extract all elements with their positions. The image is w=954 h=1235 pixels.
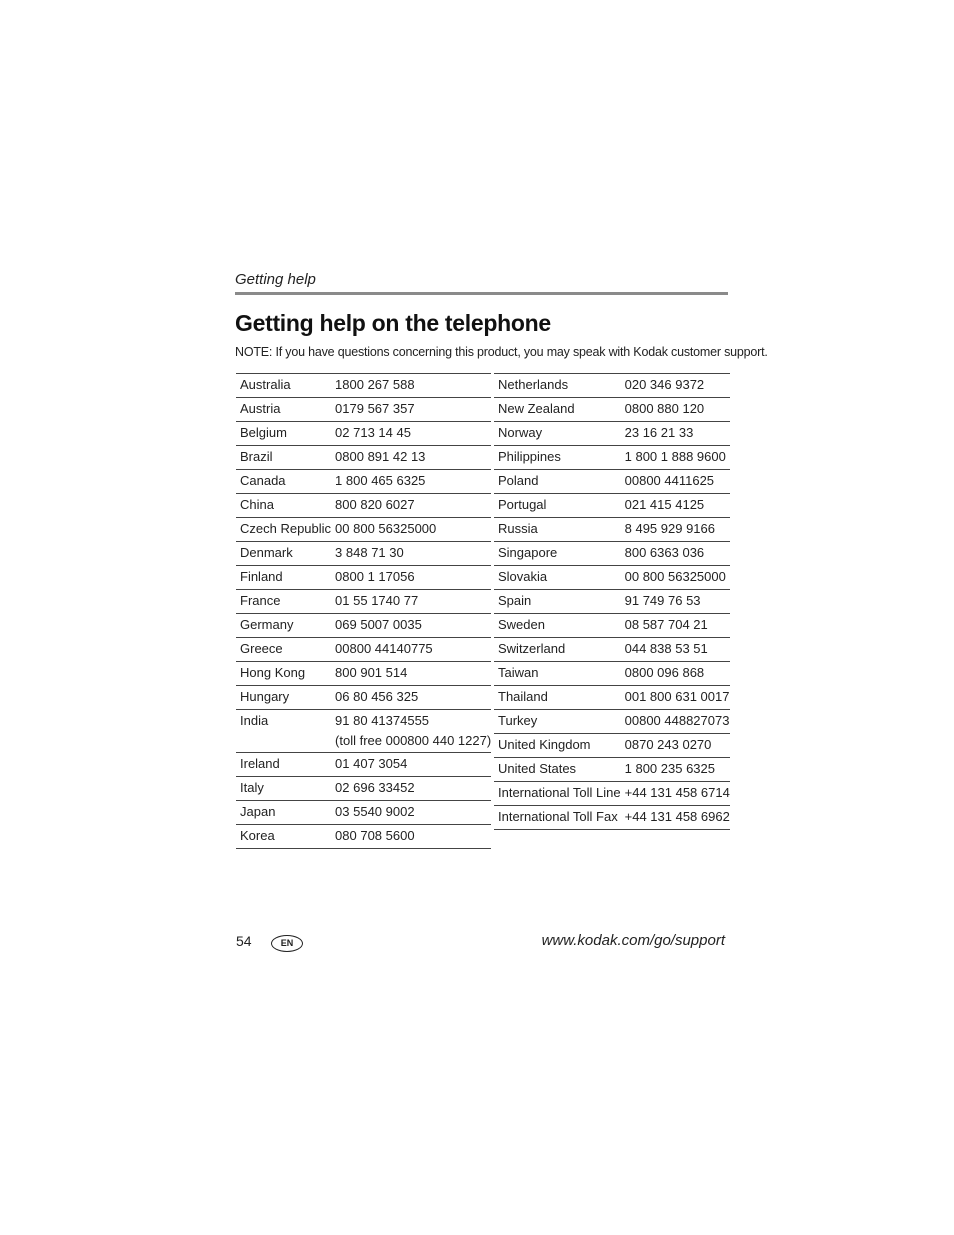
- phone-number-cell: [621, 566, 730, 590]
- phone-number: 800 820 6027: [335, 497, 415, 512]
- country-cell: International Toll Line: [494, 782, 621, 806]
- table-row: [236, 825, 491, 849]
- country-cell: Greece: [236, 638, 331, 662]
- phone-number: 069 5007 0035: [335, 617, 422, 632]
- phone-number: 1 800 465 6325: [335, 473, 426, 488]
- table-row: [494, 446, 730, 470]
- table-row: [494, 686, 730, 710]
- country-cell: Slovakia: [494, 566, 621, 590]
- table-row: [494, 638, 730, 662]
- country-cell: Finland: [236, 566, 331, 590]
- phone-number: +44 131 458 6962: [624, 809, 730, 824]
- table-row: [236, 638, 491, 662]
- phone-number: 02 713 14 45: [335, 425, 411, 440]
- phone-number: 080 708 5600: [335, 828, 415, 843]
- phone-number: 3 848 71 30: [335, 545, 404, 560]
- country-cell: United Kingdom: [494, 734, 621, 758]
- table-row: [494, 710, 730, 734]
- table-row: [236, 614, 491, 638]
- table-row: [236, 801, 491, 825]
- phone-number: 01 407 3054: [335, 756, 408, 771]
- phone-table-left: [236, 373, 491, 849]
- phone-number: 1800 267 588: [335, 377, 415, 392]
- country-cell: Australia: [236, 374, 331, 398]
- table-row: [494, 494, 730, 518]
- phone-number: 8 495 929 9166: [624, 521, 715, 536]
- country-cell: Spain: [494, 590, 621, 614]
- country-cell: Netherlands: [494, 374, 621, 398]
- table-row: [494, 758, 730, 782]
- table-row: [236, 422, 491, 446]
- phone-number-cell: [621, 710, 730, 734]
- phone-number-cell: [621, 638, 730, 662]
- phone-number: 00800 44140775: [335, 641, 433, 656]
- phone-number: 02 696 33452: [335, 780, 415, 795]
- country-cell: Hong Kong: [236, 662, 331, 686]
- phone-number: 044 838 53 51: [624, 641, 708, 656]
- country-cell: Denmark: [236, 542, 331, 566]
- table-row: [494, 518, 730, 542]
- support-note: NOTE: If you have questions concerning this product, you may speak with Kodak customer support.: [235, 345, 768, 359]
- phone-number-cell: [331, 566, 491, 590]
- support-url-link[interactable]: www.kodak.com/go/support: [541, 932, 725, 949]
- table-row: [494, 662, 730, 686]
- phone-number-cell: [331, 494, 491, 518]
- phone-number: 1 800 235 6325: [624, 761, 715, 776]
- phone-number-cell: [621, 374, 730, 398]
- phone-number-cell: [331, 753, 491, 777]
- country-cell: Portugal: [494, 494, 621, 518]
- table-row: [236, 753, 491, 777]
- toll-free-note: (toll free 000800 440 1227): [335, 733, 492, 748]
- country-cell: Russia: [494, 518, 621, 542]
- phone-number-cell: [621, 398, 730, 422]
- table-row: [236, 518, 491, 542]
- phone-number: 020 346 9372: [624, 377, 705, 392]
- section-header: Getting help: [235, 271, 316, 288]
- header-divider: [235, 292, 728, 295]
- table-row: [236, 662, 491, 686]
- phone-number: 021 415 4125: [624, 497, 705, 512]
- phone-number-cell: [331, 662, 491, 686]
- phone-number-cell: [621, 806, 730, 830]
- phone-number-cell: [331, 398, 491, 422]
- phone-number-cell: [621, 614, 730, 638]
- phone-number: 001 800 631 0017: [624, 689, 730, 704]
- phone-number: 00 800 56325000: [624, 569, 726, 584]
- phone-number: 0800 880 120: [624, 401, 705, 416]
- table-row: [494, 806, 730, 830]
- phone-number: 00800 448827073: [624, 713, 730, 728]
- country-cell: France: [236, 590, 331, 614]
- table-row: [236, 590, 491, 614]
- country-cell: Japan: [236, 801, 331, 825]
- phone-number: 03 5540 9002: [335, 804, 415, 819]
- country-cell: Czech Republic: [236, 518, 331, 542]
- country-cell: Norway: [494, 422, 621, 446]
- phone-number: 800 901 514: [335, 665, 408, 680]
- phone-number: 1 800 1 888 9600: [624, 449, 726, 464]
- table-row: [494, 566, 730, 590]
- country-cell: Brazil: [236, 446, 331, 470]
- country-cell: Sweden: [494, 614, 621, 638]
- phone-number: 01 55 1740 77: [335, 593, 419, 608]
- table-row: [494, 374, 730, 398]
- phone-number-cell: [621, 590, 730, 614]
- phone-number-cell: [331, 825, 491, 849]
- country-cell: Ireland: [236, 753, 331, 777]
- page-title: Getting help on the telephone: [235, 310, 551, 336]
- phone-number-cell: [621, 494, 730, 518]
- country-cell: Poland: [494, 470, 621, 494]
- phone-number: 0800 096 868: [624, 665, 705, 680]
- phone-table-right-body: [494, 374, 730, 830]
- phone-number: 00800 4411625: [624, 473, 715, 488]
- country-cell: Thailand: [494, 686, 621, 710]
- phone-number-cell: [331, 590, 491, 614]
- phone-number: 0179 567 357: [335, 401, 415, 416]
- country-cell: Singapore: [494, 542, 621, 566]
- phone-number-cell: [621, 518, 730, 542]
- phone-number-cell: [331, 801, 491, 825]
- phone-number: 0870 243 0270: [624, 737, 712, 752]
- country-cell: Turkey: [494, 710, 621, 734]
- country-cell: United States: [494, 758, 621, 782]
- phone-number-cell: [331, 614, 491, 638]
- page-number: 54: [236, 933, 252, 949]
- table-row: [494, 734, 730, 758]
- phone-number-cell: [331, 470, 491, 494]
- country-cell: New Zealand: [494, 398, 621, 422]
- table-row: [236, 374, 491, 398]
- country-cell: China: [236, 494, 331, 518]
- country-cell: India: [236, 710, 331, 753]
- phone-number: 91 749 76 53: [624, 593, 701, 608]
- country-cell: Germany: [236, 614, 331, 638]
- phone-number-cell: [621, 686, 730, 710]
- phone-number: +44 131 458 6714: [624, 785, 730, 800]
- country-cell: Hungary: [236, 686, 331, 710]
- table-row: [236, 542, 491, 566]
- phone-number-cell: [621, 662, 730, 686]
- phone-number-cell: [621, 422, 730, 446]
- phone-number-cell: [331, 374, 491, 398]
- country-cell: Korea: [236, 825, 331, 849]
- phone-table-right: [494, 373, 730, 830]
- table-row: [236, 470, 491, 494]
- phone-number-cell: [621, 734, 730, 758]
- country-cell: Switzerland: [494, 638, 621, 662]
- phone-number: 00 800 56325000: [335, 521, 437, 536]
- table-row: [494, 398, 730, 422]
- phone-number-cell: [331, 777, 491, 801]
- phone-number: 08 587 704 21: [624, 617, 708, 632]
- phone-number-cell: [621, 470, 730, 494]
- table-row: [494, 542, 730, 566]
- country-cell: Austria: [236, 398, 331, 422]
- phone-number-cell: [331, 686, 491, 710]
- table-row: [494, 782, 730, 806]
- phone-number-cell: [331, 422, 491, 446]
- phone-number-cell: [621, 446, 730, 470]
- country-cell: Taiwan: [494, 662, 621, 686]
- phone-number-cell: [331, 542, 491, 566]
- phone-number: 0800 1 17056: [335, 569, 415, 584]
- table-row: [236, 494, 491, 518]
- phone-number-cell: [331, 710, 491, 753]
- table-row: [494, 590, 730, 614]
- country-cell: Belgium: [236, 422, 331, 446]
- phone-number-cell: [331, 446, 491, 470]
- table-row: [236, 686, 491, 710]
- country-cell: International Toll Fax: [494, 806, 621, 830]
- table-row: [236, 398, 491, 422]
- phone-number-cell: [621, 782, 730, 806]
- phone-number: 23 16 21 33: [624, 425, 694, 440]
- country-cell: Canada: [236, 470, 331, 494]
- country-cell: Philippines: [494, 446, 621, 470]
- table-row: [236, 566, 491, 590]
- table-row: [236, 777, 491, 801]
- phone-number: 91 80 41374555: [335, 713, 430, 728]
- phone-table-left-body: [236, 374, 491, 849]
- table-row: [236, 710, 491, 753]
- language-badge: EN: [271, 935, 303, 952]
- table-row: [236, 446, 491, 470]
- phone-number: 06 80 456 325: [335, 689, 419, 704]
- table-row: [494, 470, 730, 494]
- table-row: [494, 614, 730, 638]
- phone-number: 0800 891 42 13: [335, 449, 426, 464]
- country-cell: Italy: [236, 777, 331, 801]
- phone-number-cell: [331, 518, 491, 542]
- table-row: [494, 422, 730, 446]
- phone-number-cell: [621, 542, 730, 566]
- phone-number-cell: [621, 758, 730, 782]
- phone-number: 800 6363 036: [624, 545, 705, 560]
- phone-number-cell: [331, 638, 491, 662]
